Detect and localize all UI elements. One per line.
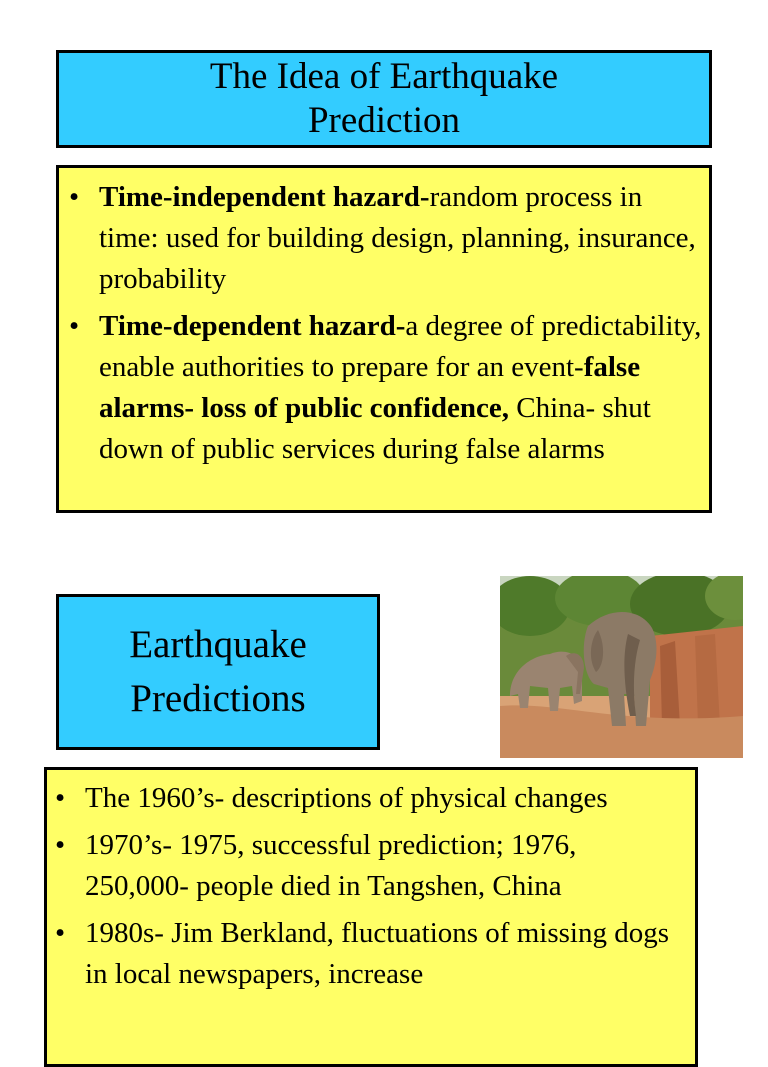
bullet-text: a degree of predictability, enable authorities to prepare for an event- <box>99 310 702 383</box>
bullet-text-continued: China- shut down of public services during false alarms <box>99 392 651 465</box>
elephants-image <box>500 576 743 758</box>
slide1-bullet-list <box>59 168 709 470</box>
term-time-dependent: Time-dependent hazard- <box>99 310 406 342</box>
term-time-independent: Time-independent hazard- <box>99 181 430 213</box>
bullet-icon: • <box>69 181 80 213</box>
bullet-text: 1980s- Jim Berkland, fluctuations of missing dogs in local newspapers, increase <box>85 917 669 990</box>
slide2-title-box <box>56 594 380 750</box>
bullet-icon: • <box>55 782 66 814</box>
slide1-title-box <box>56 50 712 148</box>
bullet-text: The 1960’s- descriptions of physical changes <box>85 782 608 814</box>
slide1-title: The Idea of Earthquake Prediction <box>209 56 559 141</box>
list-item <box>69 177 703 300</box>
bullet-icon: • <box>55 829 66 861</box>
bullet-icon: • <box>55 917 66 949</box>
slide2-body-box <box>44 767 698 1067</box>
emphasis-false-alarms: false alarms- loss of public confidence, <box>99 351 641 424</box>
bullet-text: 1970’s- 1975, successful prediction; 1976, 250,000- people died in Tangshen, China <box>85 829 577 902</box>
list-item <box>55 825 675 907</box>
bullet-icon: • <box>69 310 80 342</box>
list-item <box>55 913 675 995</box>
list-item <box>55 778 675 819</box>
slide1-body-box <box>56 165 712 513</box>
slide2-title: Earthquake Predictions <box>129 623 307 720</box>
slide2-bullet-list <box>47 770 695 995</box>
list-item <box>69 306 703 470</box>
elephants-photo <box>500 576 743 758</box>
bullet-text: random process in time: used for building design, planning, insurance, probability <box>99 181 696 295</box>
